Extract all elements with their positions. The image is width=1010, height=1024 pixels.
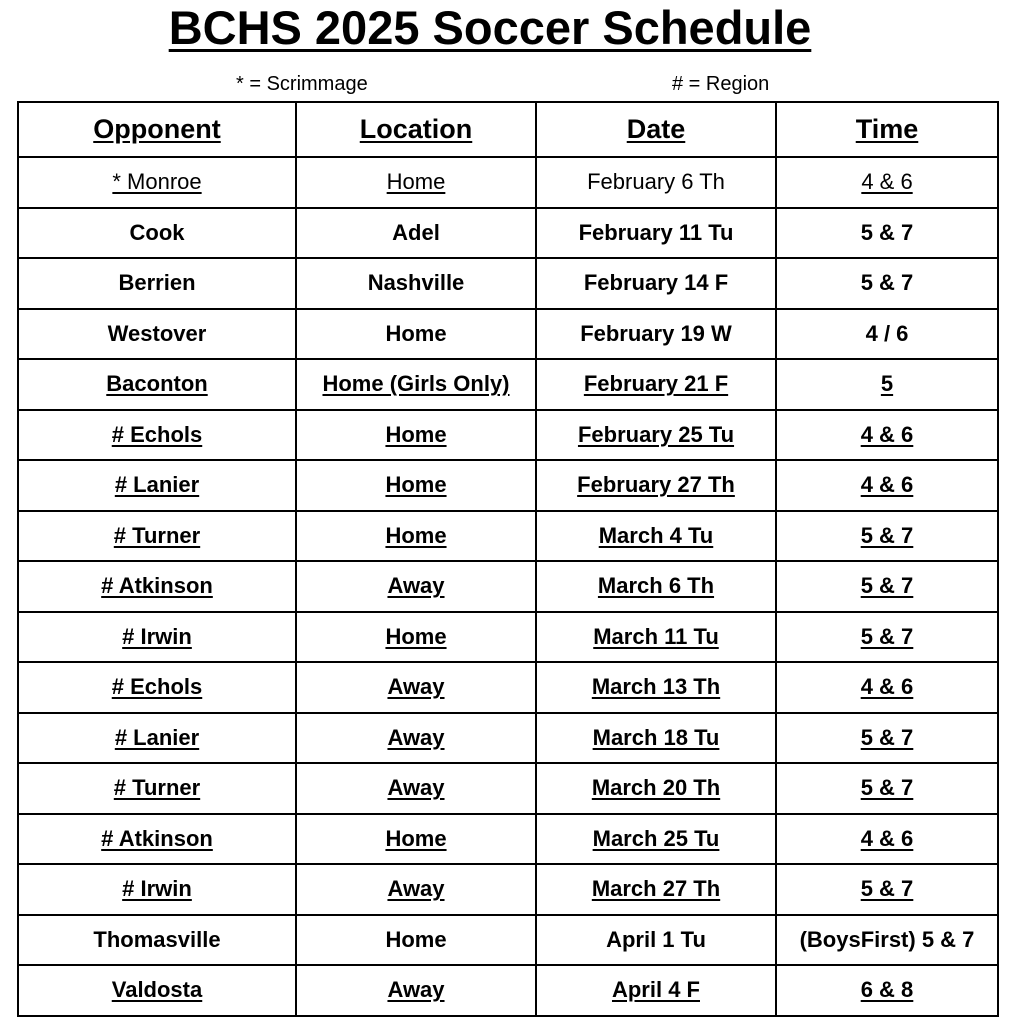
opponent-cell: Thomasville: [18, 915, 296, 966]
time-cell: 4 / 6: [776, 309, 998, 360]
location-cell: Home (Girls Only): [296, 359, 536, 410]
opponent-cell: # Irwin: [18, 864, 296, 915]
date-cell: March 4 Tu: [536, 511, 776, 562]
location-cell: Home: [296, 410, 536, 461]
table-row: [18, 410, 998, 461]
date-cell: April 1 Tu: [536, 915, 776, 966]
date-cell: February 14 F: [536, 258, 776, 309]
time-cell: 5 & 7: [776, 511, 998, 562]
location-cell: Home: [296, 309, 536, 360]
location-cell: Home: [296, 511, 536, 562]
date-cell: March 11 Tu: [536, 612, 776, 663]
time-cell: 4 & 6: [776, 460, 998, 511]
date-cell: April 4 F: [536, 965, 776, 1016]
schedule-table: [17, 101, 999, 1017]
location-cell: Away: [296, 713, 536, 764]
opponent-cell: # Irwin: [18, 612, 296, 663]
page-title: BCHS 2025 Soccer Schedule: [168, 1, 812, 54]
table-row: [18, 763, 998, 814]
opponent-cell: # Lanier: [18, 460, 296, 511]
location-cell: Away: [296, 561, 536, 612]
location-cell: Home: [296, 157, 536, 208]
table-row: [18, 208, 998, 259]
header-location: Location: [296, 102, 536, 157]
time-cell: 4 & 6: [776, 662, 998, 713]
date-cell: March 20 Th: [536, 763, 776, 814]
opponent-cell: * Monroe: [18, 157, 296, 208]
date-cell: March 18 Tu: [536, 713, 776, 764]
table-row: [18, 662, 998, 713]
location-cell: Nashville: [296, 258, 536, 309]
table-row: [18, 814, 998, 865]
time-cell: (BoysFirst) 5 & 7: [776, 915, 998, 966]
opponent-cell: # Echols: [18, 662, 296, 713]
location-cell: Away: [296, 864, 536, 915]
time-cell: 4 & 6: [776, 410, 998, 461]
table-row: [18, 511, 998, 562]
table-row: [18, 864, 998, 915]
date-cell: March 27 Th: [536, 864, 776, 915]
date-cell: March 6 Th: [536, 561, 776, 612]
location-cell: Home: [296, 612, 536, 663]
time-cell: 4 & 6: [776, 157, 998, 208]
opponent-cell: # Echols: [18, 410, 296, 461]
time-cell: 6 & 8: [776, 965, 998, 1016]
table-row: [18, 359, 998, 410]
time-cell: 5 & 7: [776, 258, 998, 309]
time-cell: 5 & 7: [776, 713, 998, 764]
date-cell: February 27 Th: [536, 460, 776, 511]
location-cell: Home: [296, 915, 536, 966]
table-row: [18, 157, 998, 208]
location-cell: Away: [296, 965, 536, 1016]
date-cell: February 19 W: [536, 309, 776, 360]
table-row: [18, 561, 998, 612]
opponent-cell: # Atkinson: [18, 814, 296, 865]
header-opponent: Opponent: [18, 102, 296, 157]
header-date: Date: [536, 102, 776, 157]
schedule-body: [18, 157, 998, 1016]
time-cell: 5 & 7: [776, 864, 998, 915]
table-row: [18, 460, 998, 511]
location-cell: Away: [296, 662, 536, 713]
opponent-cell: # Turner: [18, 511, 296, 562]
table-row: [18, 258, 998, 309]
legend-region: # = Region: [672, 73, 770, 95]
location-cell: Adel: [296, 208, 536, 259]
table-row: [18, 965, 998, 1016]
date-cell: February 11 Tu: [536, 208, 776, 259]
opponent-cell: Cook: [18, 208, 296, 259]
time-cell: 5 & 7: [776, 561, 998, 612]
date-cell: February 21 F: [536, 359, 776, 410]
time-cell: 4 & 6: [776, 814, 998, 865]
legend-scrimmage: * = Scrimmage: [236, 73, 368, 95]
time-cell: 5: [776, 359, 998, 410]
date-cell: March 25 Tu: [536, 814, 776, 865]
header-time: Time: [776, 102, 998, 157]
opponent-cell: # Atkinson: [18, 561, 296, 612]
opponent-cell: # Turner: [18, 763, 296, 814]
table-row: [18, 612, 998, 663]
header-row: [18, 102, 998, 157]
time-cell: 5 & 7: [776, 208, 998, 259]
table-row: [18, 713, 998, 764]
time-cell: 5 & 7: [776, 612, 998, 663]
location-cell: Home: [296, 814, 536, 865]
opponent-cell: Westover: [18, 309, 296, 360]
date-cell: February 6 Th: [536, 157, 776, 208]
location-cell: Home: [296, 460, 536, 511]
date-cell: February 25 Tu: [536, 410, 776, 461]
time-cell: 5 & 7: [776, 763, 998, 814]
date-cell: March 13 Th: [536, 662, 776, 713]
opponent-cell: Baconton: [18, 359, 296, 410]
opponent-cell: Valdosta: [18, 965, 296, 1016]
opponent-cell: # Lanier: [18, 713, 296, 764]
location-cell: Away: [296, 763, 536, 814]
opponent-cell: Berrien: [18, 258, 296, 309]
table-row: [18, 309, 998, 360]
table-row: [18, 915, 998, 966]
